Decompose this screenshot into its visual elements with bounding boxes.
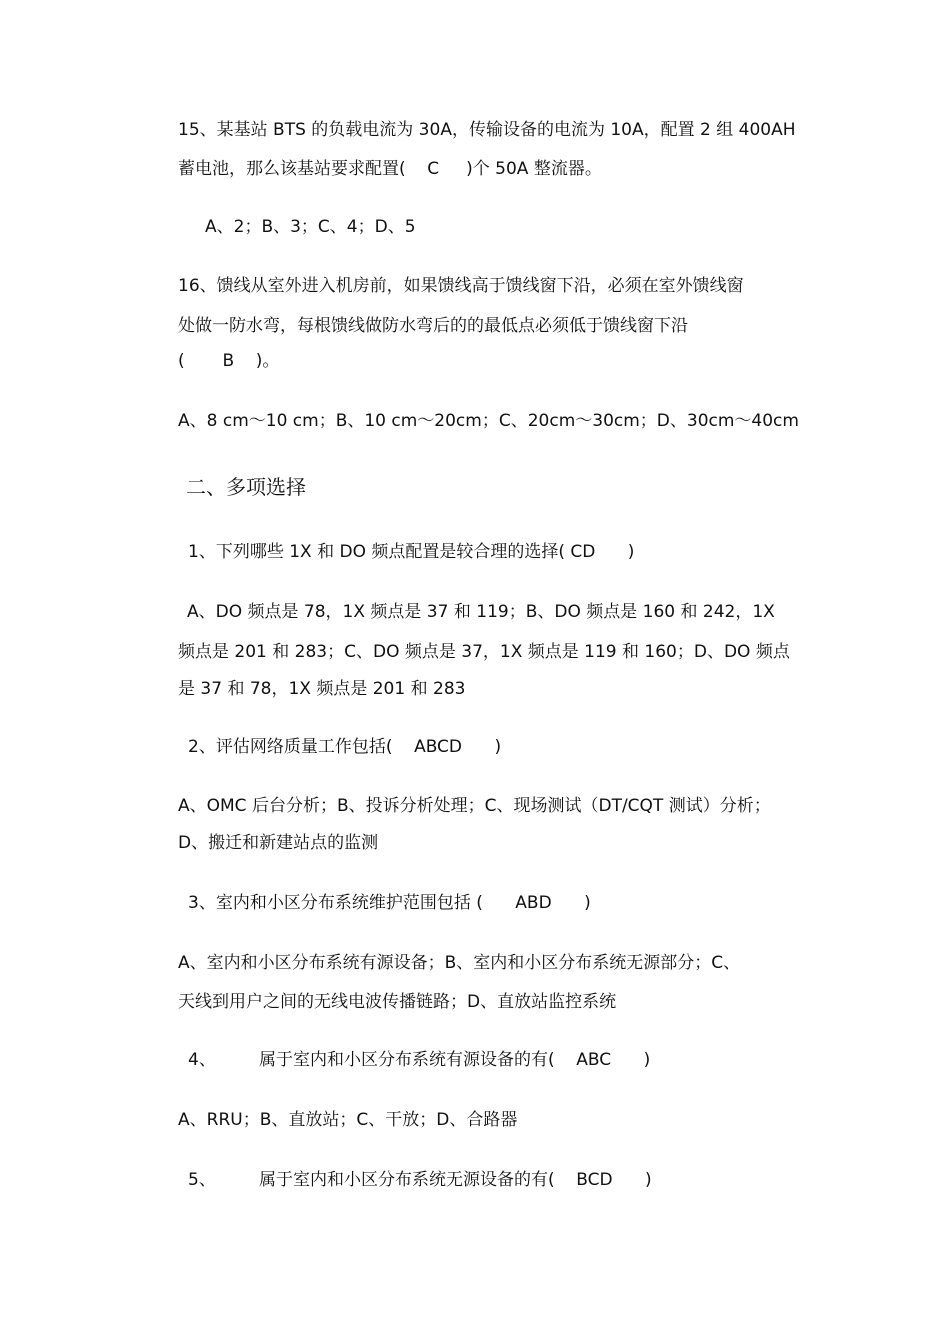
m2-options-line-2: D、搬迁和新建站点的监测 (178, 833, 379, 853)
q16-text-line-1: 16、馈线从室外进入机房前，如果馈线高于馈线窗下沿，必须在室外馈线窗 (178, 276, 744, 296)
m2-options-line-1: A、OMC 后台分析；B、投诉分析处理；C、现场测试（DT/CQT 测试）分析； (178, 796, 771, 816)
m4-options: A、RRU；B、直放站；C、干放；D、合路器 (178, 1110, 518, 1130)
m3-options-line-1: A、室内和小区分布系统有源设备；B、室内和小区分布系统无源部分；C、 (178, 953, 741, 973)
m2-question: 2、评估网络质量工作包括( ABCD ) (188, 737, 502, 757)
section-heading: 二、多项选择 (186, 475, 306, 499)
m1-options-line-2: 频点是 201 和 283；C、DO 频点是 37，1X 频点是 119 和 160；D、DO 频点 (178, 642, 790, 662)
q15-text-line-2: 蓄电池，那么该基站要求配置( C )个 50A 整流器。 (178, 159, 602, 179)
m4-question: 4、 属于室内和小区分布系统有源设备的有( ABC ) (188, 1050, 651, 1070)
q16-text-line-3: ( B )。 (178, 351, 280, 371)
m5-question: 5、 属于室内和小区分布系统无源设备的有( BCD ) (188, 1170, 652, 1190)
m3-options-line-2: 天线到用户之间的无线电波传播链路；D、直放站监控系统 (178, 992, 617, 1012)
m1-options-line-1: A、DO 频点是 78，1X 频点是 37 和 119；B、DO 频点是 160 和 242，1X (187, 602, 775, 622)
m3-question: 3、室内和小区分布系统维护范围包括 ( ABD ) (188, 893, 591, 913)
q16-options: A、8 cm～10 cm；B、10 cm～20cm；C、20cm～30cm；D、30cm～40cm (178, 411, 799, 431)
q16-text-line-2: 处做一防水弯，每根馈线做防水弯后的的最低点必须低于馈线窗下沿 (178, 316, 688, 336)
m1-question: 1、下列哪些 1X 和 DO 频点配置是较合理的选择( CD ) (188, 542, 635, 562)
q15-text-line-1: 15、某基站 BTS 的负载电流为 30A，传输设备的电流为 10A，配置 2 组 400AH (178, 120, 796, 140)
m1-options-line-3: 是 37 和 78，1X 频点是 201 和 283 (178, 679, 466, 699)
q15-options: A、2；B、3；C、4；D、5 (205, 217, 416, 237)
